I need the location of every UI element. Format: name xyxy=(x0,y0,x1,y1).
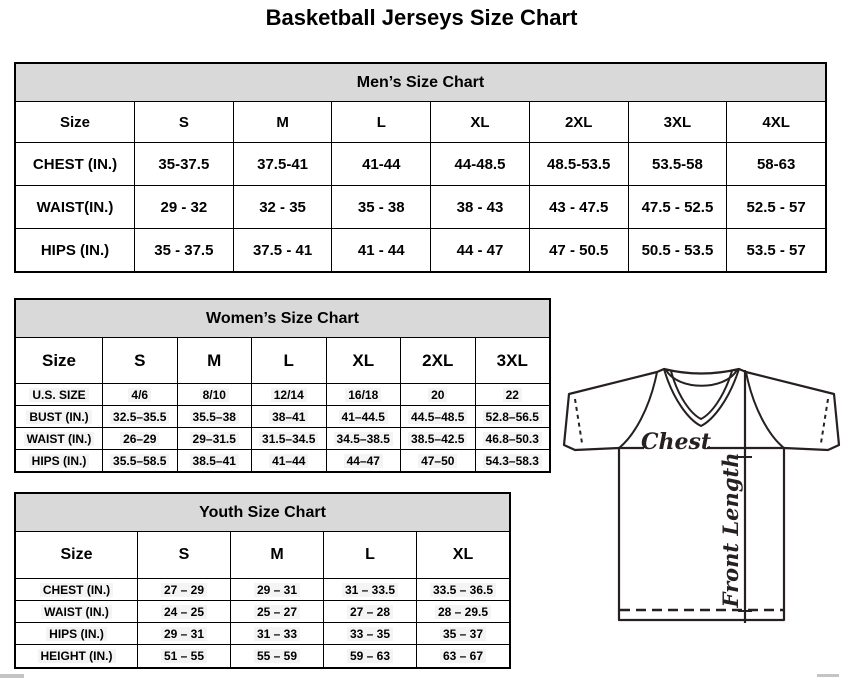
size-cell-text: 8/10 xyxy=(200,388,229,402)
size-cell xyxy=(134,228,233,271)
size-cell-text: 29–31.5 xyxy=(190,432,239,446)
size-column-header-text: Size xyxy=(41,350,77,370)
size-cell-text: 32 - 35 xyxy=(259,198,306,216)
column-header-text: S xyxy=(134,350,146,370)
size-cell-text: 35.5–58.5 xyxy=(110,454,169,468)
size-cell-text: 29 – 31 xyxy=(161,627,207,641)
size-cell xyxy=(331,185,430,228)
column-header-text: M xyxy=(276,113,289,131)
size-cell xyxy=(230,644,323,667)
size-cell-text: 12/14 xyxy=(271,388,307,402)
row-label-text: WAIST(IN.) xyxy=(36,198,114,216)
size-cell-text: 51 – 55 xyxy=(161,649,207,663)
size-cell xyxy=(326,405,401,427)
column-header-text: XL xyxy=(452,546,474,563)
size-cell-text: 44.5–48.5 xyxy=(408,410,467,424)
row-label-text: WAIST (IN.) xyxy=(24,432,95,446)
size-cell xyxy=(416,578,509,600)
size-cell-text: 53.5 - 57 xyxy=(746,241,806,259)
size-cell xyxy=(102,427,177,449)
size-cell xyxy=(323,578,416,600)
row-label-text: BUST (IN.) xyxy=(26,410,91,424)
size-cell-text: 38.5–41 xyxy=(190,454,239,468)
column-header xyxy=(102,338,177,383)
size-cell xyxy=(430,228,529,271)
column-header-text: L xyxy=(365,546,375,563)
row-label-text: HIPS (IN.) xyxy=(40,241,110,259)
size-cell xyxy=(628,142,727,185)
column-header-text: 3XL xyxy=(663,113,692,131)
row-label-text: HEIGHT (IN.) xyxy=(38,649,116,663)
size-cell-text: 41-44 xyxy=(362,155,401,173)
size-cell-text: 31 – 33 xyxy=(254,627,300,641)
size-cell xyxy=(726,142,825,185)
size-column-header xyxy=(16,102,134,142)
size-cell-text: 33 – 35 xyxy=(347,627,393,641)
size-cell xyxy=(102,449,177,471)
size-cell xyxy=(137,578,230,600)
size-cell xyxy=(251,427,326,449)
size-cell xyxy=(137,600,230,622)
row-label xyxy=(16,405,102,427)
size-cell-text: 47.5 - 52.5 xyxy=(641,198,714,216)
size-cell xyxy=(475,405,550,427)
size-cell-text: 48.5-53.5 xyxy=(547,155,611,173)
size-cell-text: 47 - 50.5 xyxy=(549,241,609,259)
column-header-text: 4XL xyxy=(762,113,790,131)
row-label-text: WAIST (IN.) xyxy=(41,605,112,619)
column-header xyxy=(323,532,416,578)
size-cell-text: 32.5–35.5 xyxy=(110,410,169,424)
row-label xyxy=(16,622,137,644)
column-header-text: L xyxy=(283,350,294,370)
row-label xyxy=(16,228,134,271)
size-cell xyxy=(475,449,550,471)
table-title: Women’s Size Chart xyxy=(16,300,549,338)
mens-size-table xyxy=(14,62,827,273)
column-header xyxy=(230,532,323,578)
row-label-text: CHEST (IN.) xyxy=(40,583,113,597)
size-column-header xyxy=(16,532,137,578)
column-header-text: 2XL xyxy=(564,113,593,131)
size-cell-text: 63 – 67 xyxy=(440,649,486,663)
size-cell xyxy=(331,228,430,271)
row-label-text: CHEST (IN.) xyxy=(32,155,118,173)
column-header-text: S xyxy=(178,113,189,131)
column-header xyxy=(326,338,401,383)
size-cell xyxy=(177,449,252,471)
size-cell xyxy=(233,185,332,228)
size-cell xyxy=(251,383,326,405)
size-cell xyxy=(177,383,252,405)
size-cell xyxy=(529,142,628,185)
row-label xyxy=(16,142,134,185)
size-cell-text: 25 – 27 xyxy=(254,605,300,619)
column-header xyxy=(416,532,509,578)
size-cell xyxy=(475,383,550,405)
size-cell xyxy=(416,622,509,644)
size-cell-text: 44-48.5 xyxy=(454,155,506,173)
womens-size-table xyxy=(14,298,551,473)
size-cell xyxy=(102,383,177,405)
column-header xyxy=(430,102,529,142)
size-cell xyxy=(230,600,323,622)
front-length-label: Front Length xyxy=(718,452,743,608)
column-header xyxy=(331,102,430,142)
column-header-text: S xyxy=(178,546,190,563)
size-cell xyxy=(331,142,430,185)
size-cell xyxy=(134,142,233,185)
column-header xyxy=(233,102,332,142)
row-label-text: HIPS (IN.) xyxy=(46,627,107,641)
column-header xyxy=(137,532,230,578)
size-column-header-text: Size xyxy=(60,546,93,563)
size-cell-text: 37.5-41 xyxy=(257,155,308,173)
size-cell xyxy=(326,427,401,449)
row-label-text: HIPS (IN.) xyxy=(29,454,90,468)
size-cell-text: 35-37.5 xyxy=(158,155,210,173)
column-header-text: XL xyxy=(470,113,490,131)
size-cell-text: 44–47 xyxy=(344,454,383,468)
column-header-text: L xyxy=(376,113,386,131)
page-title: Basketball Jerseys Size Chart xyxy=(265,5,578,30)
size-cell-text: 29 – 31 xyxy=(254,583,300,597)
column-header-text: M xyxy=(207,350,222,370)
size-column-header-text: Size xyxy=(59,113,90,131)
size-cell xyxy=(326,383,401,405)
size-cell-text: 24 – 25 xyxy=(161,605,207,619)
size-cell-text: 50.5 - 53.5 xyxy=(641,241,714,259)
row-label xyxy=(16,449,102,471)
column-header xyxy=(726,102,825,142)
size-cell xyxy=(233,228,332,271)
size-cell xyxy=(416,600,509,622)
size-cell-text: 38–41 xyxy=(269,410,308,424)
size-cell xyxy=(529,228,628,271)
size-cell-text: 22 xyxy=(503,388,522,402)
size-cell xyxy=(137,622,230,644)
column-header xyxy=(400,338,475,383)
size-cell xyxy=(400,449,475,471)
size-cell-text: 54.3–58.3 xyxy=(483,454,542,468)
size-cell-text: 41 - 44 xyxy=(357,241,405,259)
size-cell-text: 38 - 43 xyxy=(456,198,504,216)
column-header xyxy=(134,102,233,142)
size-cell-text: 41–44 xyxy=(269,454,308,468)
size-cell-text: 27 – 28 xyxy=(347,605,393,619)
size-cell-text: 35 - 37.5 xyxy=(154,241,214,259)
row-label xyxy=(16,383,102,405)
size-cell xyxy=(251,405,326,427)
horizontal-scrollbar-fragment-right[interactable] xyxy=(817,674,839,677)
size-cell xyxy=(323,644,416,667)
size-cell xyxy=(416,644,509,667)
youth-size-table xyxy=(14,492,511,669)
size-cell-text: 47–50 xyxy=(418,454,457,468)
column-header-text: 2XL xyxy=(422,350,454,370)
size-cell xyxy=(430,142,529,185)
size-cell xyxy=(177,405,252,427)
size-cell-text: 34.5–38.5 xyxy=(334,432,393,446)
size-cell-text: 27 – 29 xyxy=(161,583,207,597)
size-cell-text: 52.5 - 57 xyxy=(746,198,806,216)
size-cell xyxy=(230,622,323,644)
jersey-measurement-diagram xyxy=(560,360,843,640)
size-cell xyxy=(628,185,727,228)
size-cell-text: 52.8–56.5 xyxy=(483,410,542,424)
column-header xyxy=(251,338,326,383)
size-cell-text: 33.5 – 36.5 xyxy=(430,583,496,597)
size-cell xyxy=(400,383,475,405)
size-cell xyxy=(230,578,323,600)
size-cell-text: 44 - 47 xyxy=(456,241,504,259)
right-sleeve-seam xyxy=(746,372,784,448)
row-label xyxy=(16,185,134,228)
size-cell-text: 46.8–50.3 xyxy=(483,432,542,446)
row-label xyxy=(16,578,137,600)
size-cell-text: 38.5–42.5 xyxy=(408,432,467,446)
chest-label: Chest xyxy=(640,429,712,455)
table-title: Youth Size Chart xyxy=(16,494,509,532)
column-header-text: M xyxy=(270,546,284,563)
size-cell-text: 20 xyxy=(428,388,447,402)
size-cell-text: 41–44.5 xyxy=(339,410,388,424)
size-cell-text: 29 - 32 xyxy=(160,198,208,216)
size-cell xyxy=(137,644,230,667)
size-cell xyxy=(177,427,252,449)
size-cell-text: 35 - 38 xyxy=(357,198,405,216)
size-cell xyxy=(400,427,475,449)
size-cell-text: 53.5-58 xyxy=(651,155,703,173)
size-cell-text: 4/6 xyxy=(128,388,151,402)
column-header-text: XL xyxy=(352,350,375,370)
right-cuff-dashed-line xyxy=(821,399,828,443)
size-cell xyxy=(400,405,475,427)
vneck-outer xyxy=(664,369,739,426)
size-cell xyxy=(251,449,326,471)
horizontal-scrollbar-fragment-left[interactable] xyxy=(0,674,24,678)
size-cell-text: 43 - 47.5 xyxy=(549,198,609,216)
size-cell xyxy=(323,622,416,644)
left-cuff-dashed-line xyxy=(575,399,582,443)
row-label-text: U.S. SIZE xyxy=(29,388,88,402)
column-header xyxy=(475,338,550,383)
size-cell-text: 31 – 33.5 xyxy=(342,583,398,597)
column-header-text: 3XL xyxy=(496,350,528,370)
size-cell-text: 59 – 63 xyxy=(347,649,393,663)
size-cell xyxy=(102,405,177,427)
size-column-header xyxy=(16,338,102,383)
size-cell xyxy=(323,600,416,622)
size-cell xyxy=(726,228,825,271)
size-cell-text: 16/18 xyxy=(345,388,381,402)
size-cell xyxy=(134,185,233,228)
row-label xyxy=(16,427,102,449)
size-cell-text: 31.5–34.5 xyxy=(259,432,318,446)
table-title: Men’s Size Chart xyxy=(16,64,825,102)
vneck-inner xyxy=(671,371,732,419)
size-cell-text: 26–29 xyxy=(120,432,159,446)
size-cell-text: 37.5 - 41 xyxy=(252,241,313,259)
size-cell xyxy=(529,185,628,228)
size-cell-text: 35.5–38 xyxy=(190,410,239,424)
size-cell-text: 35 – 37 xyxy=(440,627,486,641)
size-cell xyxy=(628,228,727,271)
column-header xyxy=(529,102,628,142)
row-label xyxy=(16,600,137,622)
column-header xyxy=(177,338,252,383)
size-cell-text: 58-63 xyxy=(756,155,796,173)
column-header xyxy=(628,102,727,142)
size-cell-text: 55 – 59 xyxy=(254,649,300,663)
size-cell xyxy=(233,142,332,185)
size-cell xyxy=(726,185,825,228)
size-cell xyxy=(430,185,529,228)
jersey-outline xyxy=(564,369,839,620)
size-cell-text: 28 – 29.5 xyxy=(435,605,491,619)
size-cell xyxy=(475,427,550,449)
size-cell xyxy=(326,449,401,471)
row-label xyxy=(16,644,137,667)
